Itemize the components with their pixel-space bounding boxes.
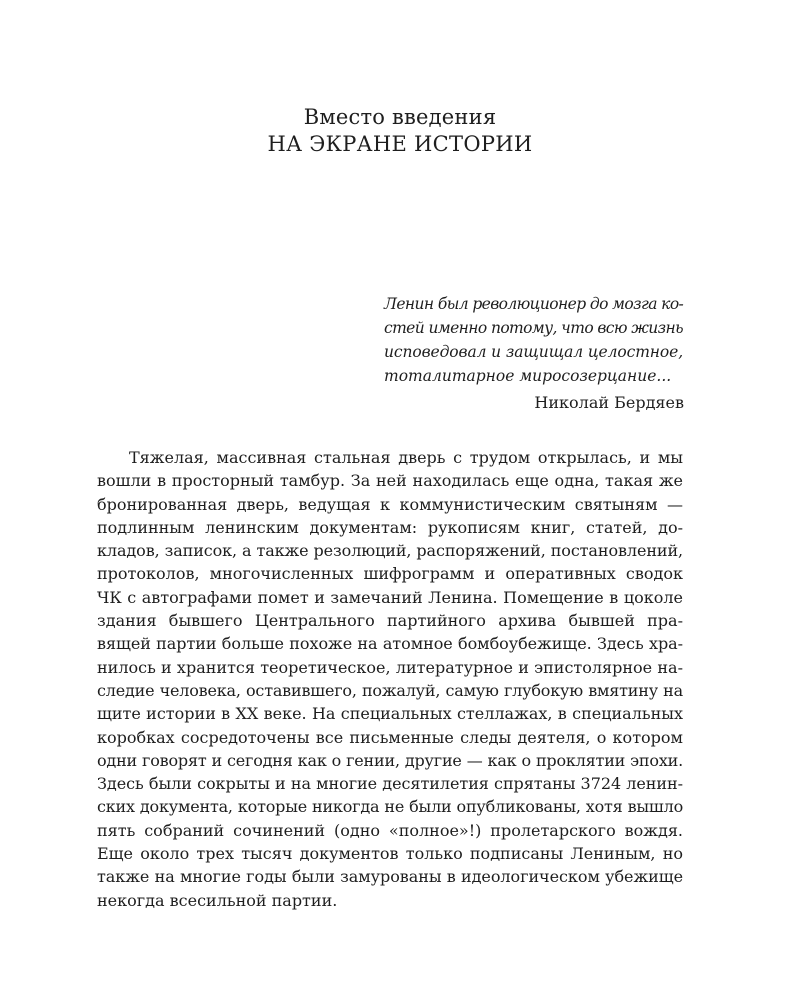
body-line: пять собраний сочинений (одно «полное»!) пролетарского вождя. — [97, 820, 683, 840]
body-line: кладов, записок, а также резолюций, распоряжений, постановлений, — [97, 541, 683, 561]
epigraph-line: тоталитарное миросозерцание... — [384, 367, 672, 385]
body-line: протоколов, многочисленных шифрограмм и оперативных сводок — [97, 564, 683, 584]
chapter-title: НА ЭКРАНЕ ИСТОРИИ — [267, 132, 533, 156]
body-line: вошли в просторный тамбур. За ней находилась еще одна, такая же — [97, 471, 683, 491]
body-line: одни говорят и сегодня как о гении, другие — как о проклятии эпохи. — [97, 750, 683, 770]
body-line: здания бывшего Центрального партийного архива бывшей пра- — [97, 611, 683, 631]
body-line: Здесь были сокрыты и на многие десятилетия спрятаны 3724 ленин- — [97, 774, 683, 794]
body-line: щите истории в XX веке. На специальных стеллажах, в специальных — [97, 704, 683, 724]
body-line: некогда всесильной партии. — [97, 890, 338, 910]
epigraph-line: исповедовал и защищал целостное, — [384, 343, 684, 361]
body-paragraph — [97, 446, 683, 912]
epigraph — [384, 292, 684, 415]
body-line: подлинным ленинским документам: рукописям книг, статей, до- — [97, 517, 683, 537]
chapter-kicker: Вместо введения — [303, 105, 497, 129]
body-line: коробках сосредоточены все письменные следы деятеля, о котором — [97, 727, 683, 747]
body-line: также на многие годы были замурованы в идеологическом убежище — [97, 867, 683, 887]
body-line: ских документа, которые никогда не были опубликованы, хотя вышло — [97, 797, 683, 817]
body-line: нилось и хранится теоретическое, литературное и эпистолярное на- — [97, 657, 683, 677]
epigraph-line: стей именно потому, что всю жизнь — [384, 319, 683, 337]
body-line: бронированная дверь, ведущая к коммунистическим святыням — — [97, 494, 683, 514]
epigraph-line: Ленин был революционер до мозга ко- — [384, 295, 684, 313]
body-line: Тяжелая, массивная стальная дверь с трудом открылась, и мы — [129, 448, 683, 467]
body-line: следие человека, оставившего, пожалуй, самую глубокую вмятину на — [97, 680, 683, 700]
body-line: ЧК с автографами помет и замечаний Ленина. Помещение в цоколе — [97, 587, 683, 607]
epigraph-author: Николай Бердяев — [534, 393, 684, 412]
body-line: вящей партии больше похоже на атомное бомбоубежище. Здесь хра- — [97, 634, 683, 654]
body-line: Еще около трех тысяч документов только подписаны Лениным, но — [97, 844, 683, 864]
